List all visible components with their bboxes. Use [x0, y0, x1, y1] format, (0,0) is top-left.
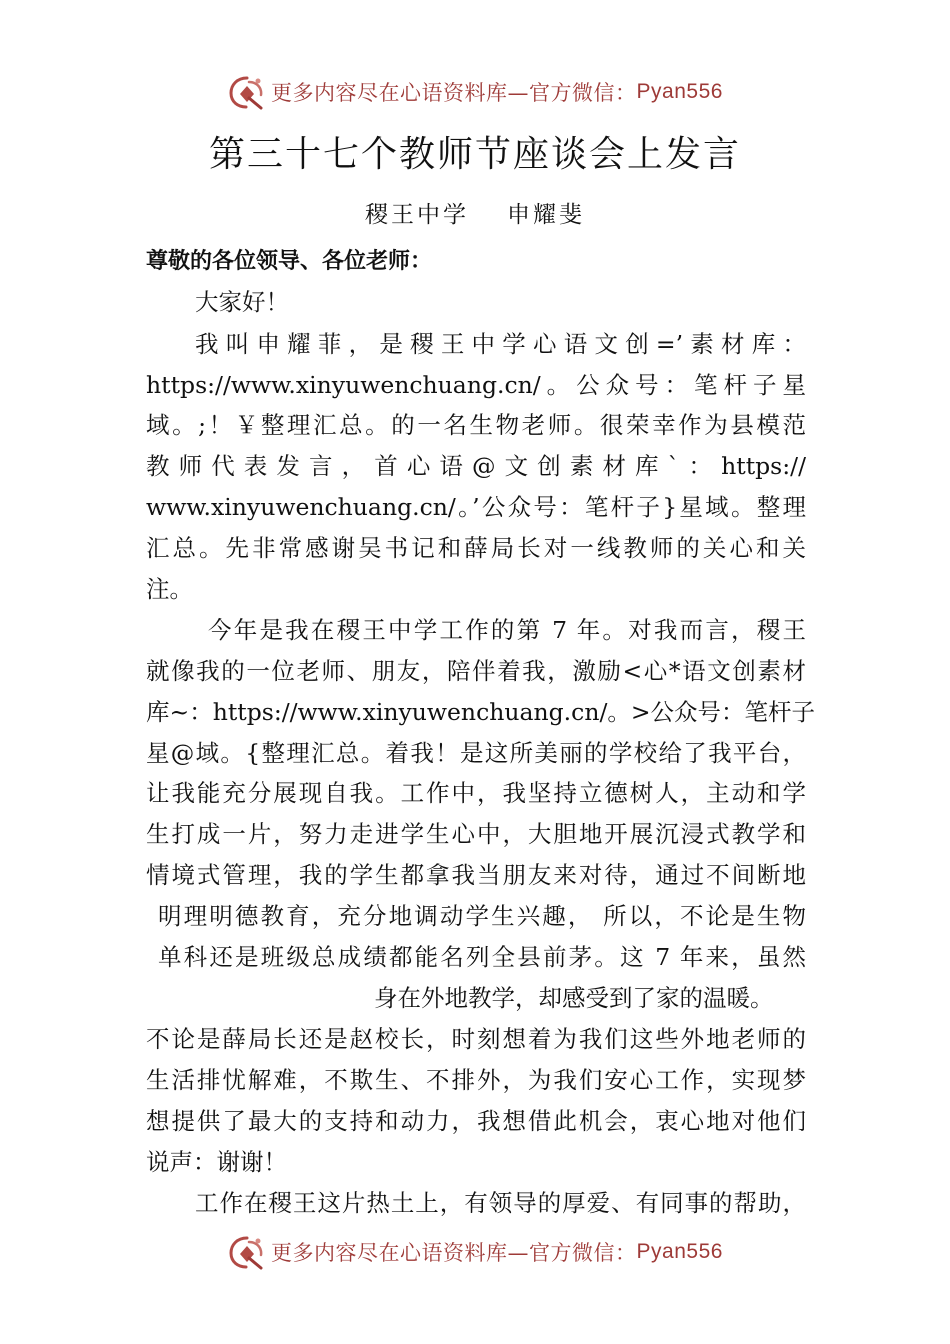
- body-line: 大家好！: [195, 288, 289, 316]
- body-line: 工作在稷王这片热土上，有领导的厚爱、有同事的帮助，: [195, 1189, 806, 1217]
- body-line: 今年是我在稷王中学工作的第 7 年。对我而言，稷王: [208, 616, 806, 644]
- body-line: https://www.xinyuwenchuang.cn/。公众号：笔杆子星: [146, 371, 806, 399]
- xinyu-logo-icon: [227, 1232, 267, 1272]
- body-line: 说声：谢谢！: [146, 1148, 287, 1176]
- body-line: 身在外地教学，却感受到了家的温暖。: [374, 984, 774, 1012]
- body-line: 明理明德教育，充分地调动学生兴趣， 所以，不论是生物: [158, 902, 806, 930]
- banner-wechat-id: Pyan556: [636, 1240, 723, 1263]
- author-name: 申耀斐: [507, 202, 585, 228]
- body-line: 我叫申耀菲，是稷王中学心语文创=’素材库：: [195, 330, 806, 358]
- body-line: 汇总。先非常感谢吴书记和薛局长对一线教师的关心和关: [146, 534, 806, 562]
- body-line: 教师代表发言，首心语@文创素材库`：https://: [146, 452, 806, 480]
- header-banner: [0, 72, 950, 112]
- body-line: 情境式管理，我的学生都拿我当朋友来对待，通过不间断地: [146, 861, 806, 889]
- body-line: 想提供了最大的支持和动力，我想借此机会，衷心地对他们: [146, 1107, 806, 1135]
- xinyu-logo-icon: [227, 72, 267, 112]
- body-line: 生打成一片，努力走进学生心中，大胆地开展沉浸式教学和: [146, 820, 806, 848]
- body-line: 生活排忧解难，不欺生、不排外，为我们安心工作，实现梦: [146, 1066, 806, 1094]
- body-line: 单科还是班级总成绩都能名列全县前茅。这 7 年来，虽然: [158, 943, 806, 971]
- body-line: www.xinyuwenchuang.cn/。’公众号：笔杆子}星域。整理: [146, 493, 806, 521]
- body-line: 就像我的一位老师、朋友，陪伴着我，激励<心*语文创素材: [146, 657, 806, 685]
- footer-banner: [0, 1232, 950, 1272]
- body-line: 库~：https://www.xinyuwenchuang.cn/。>公众号：笔杆子: [146, 698, 816, 726]
- byline: [0, 196, 950, 229]
- body-line: 域。;！￥整理汇总。的一名生物老师。很荣幸作为县模范: [146, 411, 806, 439]
- banner-wechat-id: Pyan556: [636, 80, 723, 103]
- banner-text: 更多内容尽在心语资料库—官方微信：: [271, 81, 637, 105]
- greeting: 尊敬的各位领导、各位老师：: [146, 249, 433, 274]
- school-name: 稷王中学: [365, 202, 469, 228]
- body-line: 不论是薛局长还是赵校长，时刻想着为我们这些外地老师的: [146, 1025, 806, 1053]
- document-title: 第三十七个教师节座谈会上发言: [208, 134, 741, 175]
- body-line: 星@域。{整理汇总。着我！是这所美丽的学校给了我平台，: [146, 739, 806, 767]
- body-line: 让我能充分展现自我。工作中，我坚持立德树人，主动和学: [146, 779, 806, 807]
- body-line: 注。: [146, 575, 193, 603]
- banner-text: 更多内容尽在心语资料库—官方微信：: [271, 1241, 637, 1265]
